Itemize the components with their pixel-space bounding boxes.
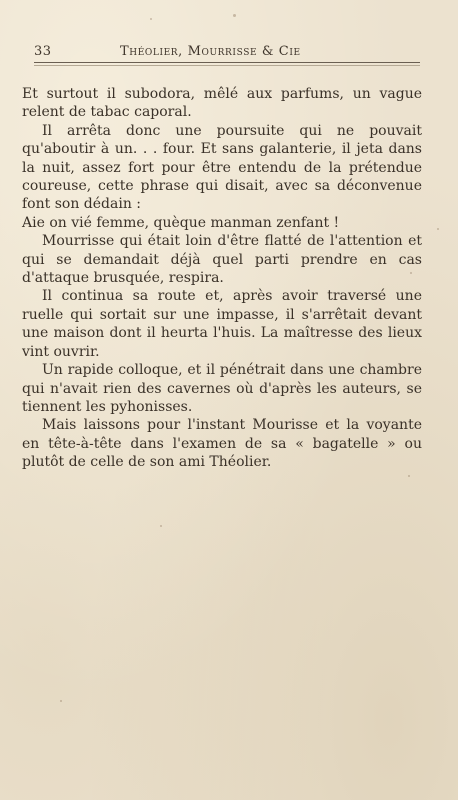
paragraph: Aie on vié femme, quèque manman zenfant ! bbox=[22, 214, 340, 231]
paper-speck bbox=[60, 700, 62, 702]
paragraph: Mais laissons pour l'instant Mourisse et la voyante en tête-à-tête dans l'examen de sa « bagatelle » ou plutôt de celle de son ami Théolier. bbox=[22, 417, 422, 471]
paragraph: Il arrêta donc une poursuite qui ne pouvait qu'aboutir à un. . . four. Et sans galanterie, il jeta dans la nuit, assez fort pour être entendu de la prétendue coureuse, cette phrase qui disait, avec sa déconvenue font son dédain : bbox=[22, 122, 422, 213]
paper-speck bbox=[410, 272, 412, 274]
paper-speck bbox=[408, 475, 410, 477]
paper-speck bbox=[160, 525, 162, 527]
paper-speck bbox=[233, 14, 236, 17]
header-rule bbox=[34, 62, 420, 63]
paragraph: Un rapide colloque, et il pénétrait dans une chambre qui n'avait rien des cavernes où d'après les auteurs, se tiennent les pyhonisses. bbox=[22, 362, 422, 415]
page-number: 33 bbox=[34, 44, 52, 59]
body-text bbox=[22, 85, 422, 472]
paragraph: Mourrisse qui était loin d'être flatté de l'attention et qui se demandait déjà quel parti prendre en cas d'attaque brusquée, respira. bbox=[22, 233, 422, 287]
paper-speck bbox=[437, 228, 439, 230]
running-title: Théolier, Mourrisse & Cie bbox=[120, 44, 301, 59]
paper-speck bbox=[150, 18, 152, 20]
header-rule-thin bbox=[34, 65, 420, 66]
paragraph: Et surtout il subodora, mêlé aux parfums, un vague relent de tabac caporal. bbox=[22, 86, 422, 121]
running-head bbox=[34, 44, 414, 62]
paragraph: Il continua sa route et, après avoir traversé une ruelle qui sortait sur une impasse, il s'arrêtait devant une maison dont il heurta l'huis. La maîtresse des lieux vint ouvrir. bbox=[22, 288, 422, 360]
